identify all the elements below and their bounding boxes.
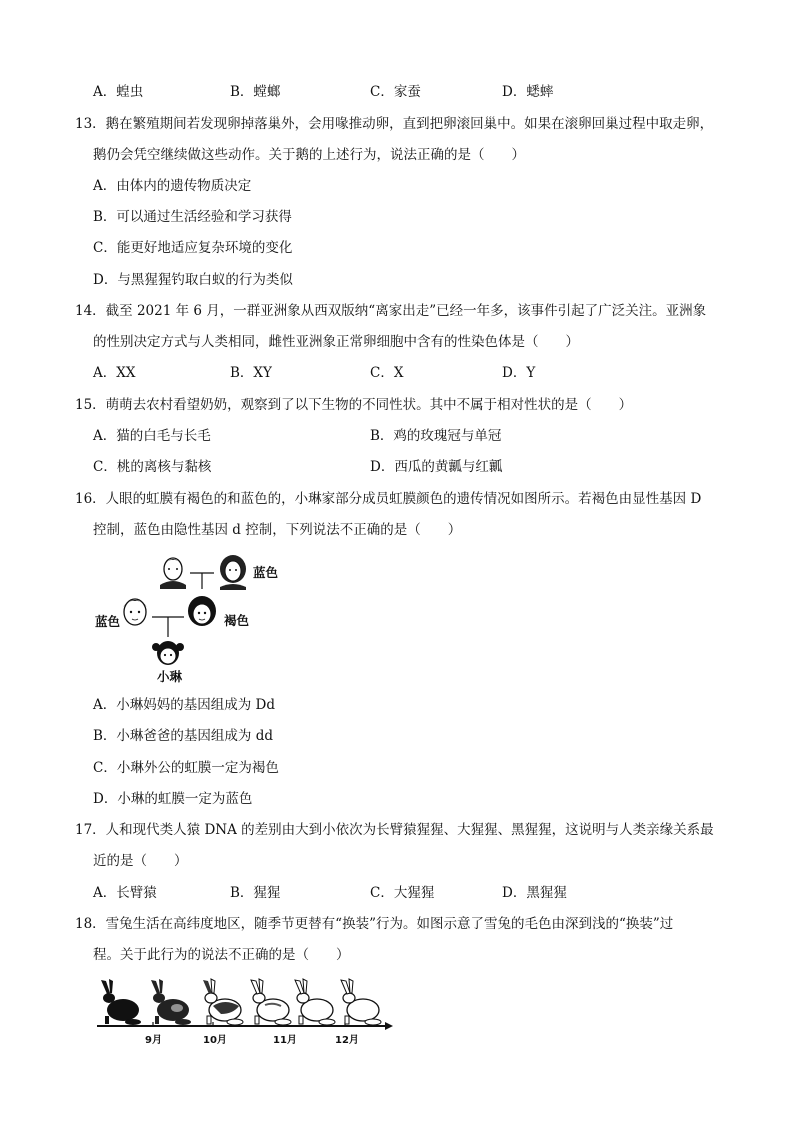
- q13-option-c: C．能更好地适应复杂环境的变化: [93, 240, 293, 256]
- label-blue-father: 蓝色: [95, 614, 121, 629]
- label-child: 小琳: [157, 669, 183, 684]
- q15-option-b: B．鸡的玫瑰冠与单冠: [370, 428, 502, 444]
- q15-option-a: A．猫的白毛与长毛: [93, 428, 211, 444]
- q13-option-b: B．可以通过生活经验和学习获得: [93, 209, 292, 225]
- q14-stem-line2: 的性别决定方式与人类相同，雌性亚洲象正常卵细胞中含有的性染色体是（ ）: [93, 334, 579, 350]
- q17-option-d: D．黑猩猩: [502, 885, 567, 901]
- father-portrait: [123, 599, 147, 625]
- grandmother-portrait: [220, 555, 246, 590]
- child-portrait: [152, 641, 184, 665]
- month-label-dec: 12月: [335, 1035, 359, 1046]
- q12-option-c: C．家蚕: [370, 84, 421, 100]
- hare-4-light: [251, 979, 291, 1025]
- q14-option-d: D．Y: [502, 365, 536, 381]
- q14-stem-line1: 14．截至 2021 年 6 月，一群亚洲象从西双版纳“离家出走”已经一年多，该事件引起了广泛关注。亚洲象: [75, 303, 707, 319]
- q13-stem-line1: 13．鹅在繁殖期间若发现卵掉落巢外，会用喙推动卵，直到把卵滚回巢中。如果在滚卵回巢过程中取走卵，: [75, 116, 714, 132]
- q17-option-c: C．大猩猩: [370, 885, 435, 901]
- q16-option-d: D．小琳的虹膜一定为蓝色: [93, 791, 253, 807]
- q15-stem: 15．萌萌去农村看望奶奶，观察到了以下生物的不同性状。其中不属于相对性状的是（ ）: [75, 397, 633, 413]
- timeline-arrow-icon: [385, 1022, 393, 1030]
- q15-option-d: D．西瓜的黄瓤与红瓤: [370, 459, 503, 475]
- q13-option-d: D．与黑猩猩钓取白蚁的行为类似: [93, 272, 293, 288]
- q16-stem-line1: 16．人眼的虹膜有褐色的和蓝色的，小琳家部分成员虹膜颜色的遗传情况如图所示。若褐色由显性基因 D: [75, 491, 702, 507]
- q13-stem-line2: 鹅仍会凭空继续做这些动作。关于鹅的上述行为，说法正确的是（ ）: [93, 147, 525, 163]
- q12-option-b: B．螳螂: [230, 84, 281, 100]
- q15-option-c: C．桃的离核与黏核: [93, 459, 212, 475]
- q14-option-b: B．XY: [230, 365, 272, 381]
- hare-5-white: [295, 979, 335, 1025]
- q18-stem-line1: 18．雪兔生活在高纬度地区，随季节更替有“换装”行为。如图示意了雪兔的毛色由深到浅的“换装”过: [75, 916, 674, 932]
- hare-3-mixed: [203, 979, 243, 1025]
- grandfather-portrait: [160, 558, 186, 589]
- q16-option-a: A．小琳妈妈的基因组成为 Dd: [93, 697, 276, 713]
- label-brown-mother: 褐色: [224, 613, 250, 628]
- q17-stem-line2: 近的是（ ）: [93, 853, 188, 869]
- q16-option-c: C．小琳外公的虹膜一定为褐色: [93, 760, 279, 776]
- q14-option-c: C．X: [370, 365, 404, 381]
- mother-portrait: [188, 596, 216, 626]
- q17-option-a: A．长臂猿: [93, 885, 157, 901]
- q17-stem-line1: 17．人和现代类人猿 DNA 的差别由大到小依次为长臂猿猩猩、大猩猩、黑猩猩，这说明与人类亲缘关系最: [75, 822, 714, 838]
- q16-stem-line2: 控制，蓝色由隐性基因 d 控制，下列说法不正确的是（ ）: [93, 522, 462, 538]
- q12-option-d: D．蟋蟀: [502, 84, 554, 100]
- hare-1-dark: [101, 979, 141, 1025]
- q12-option-a: A．蝗虫: [93, 84, 144, 100]
- hare-molt-figure: [95, 978, 395, 1046]
- pedigree-figure: [90, 545, 290, 685]
- q13-option-a: A．由体内的遗传物质决定: [93, 178, 252, 194]
- month-label-oct: 10月: [203, 1035, 227, 1046]
- label-blue-grandmother: 蓝色: [253, 565, 279, 580]
- q17-option-b: B．猩猩: [230, 885, 281, 901]
- month-label-nov: 11月: [273, 1035, 297, 1046]
- month-label-sep: 9月: [145, 1035, 162, 1046]
- q14-option-a: A．XX: [93, 365, 136, 381]
- hare-6-white: [341, 979, 381, 1025]
- q18-stem-line2: 程。关于此行为的说法不正确的是（ ）: [93, 947, 350, 963]
- hare-2-dark: [151, 979, 191, 1025]
- q16-option-b: B．小琳爸爸的基因组成为 dd: [93, 728, 273, 744]
